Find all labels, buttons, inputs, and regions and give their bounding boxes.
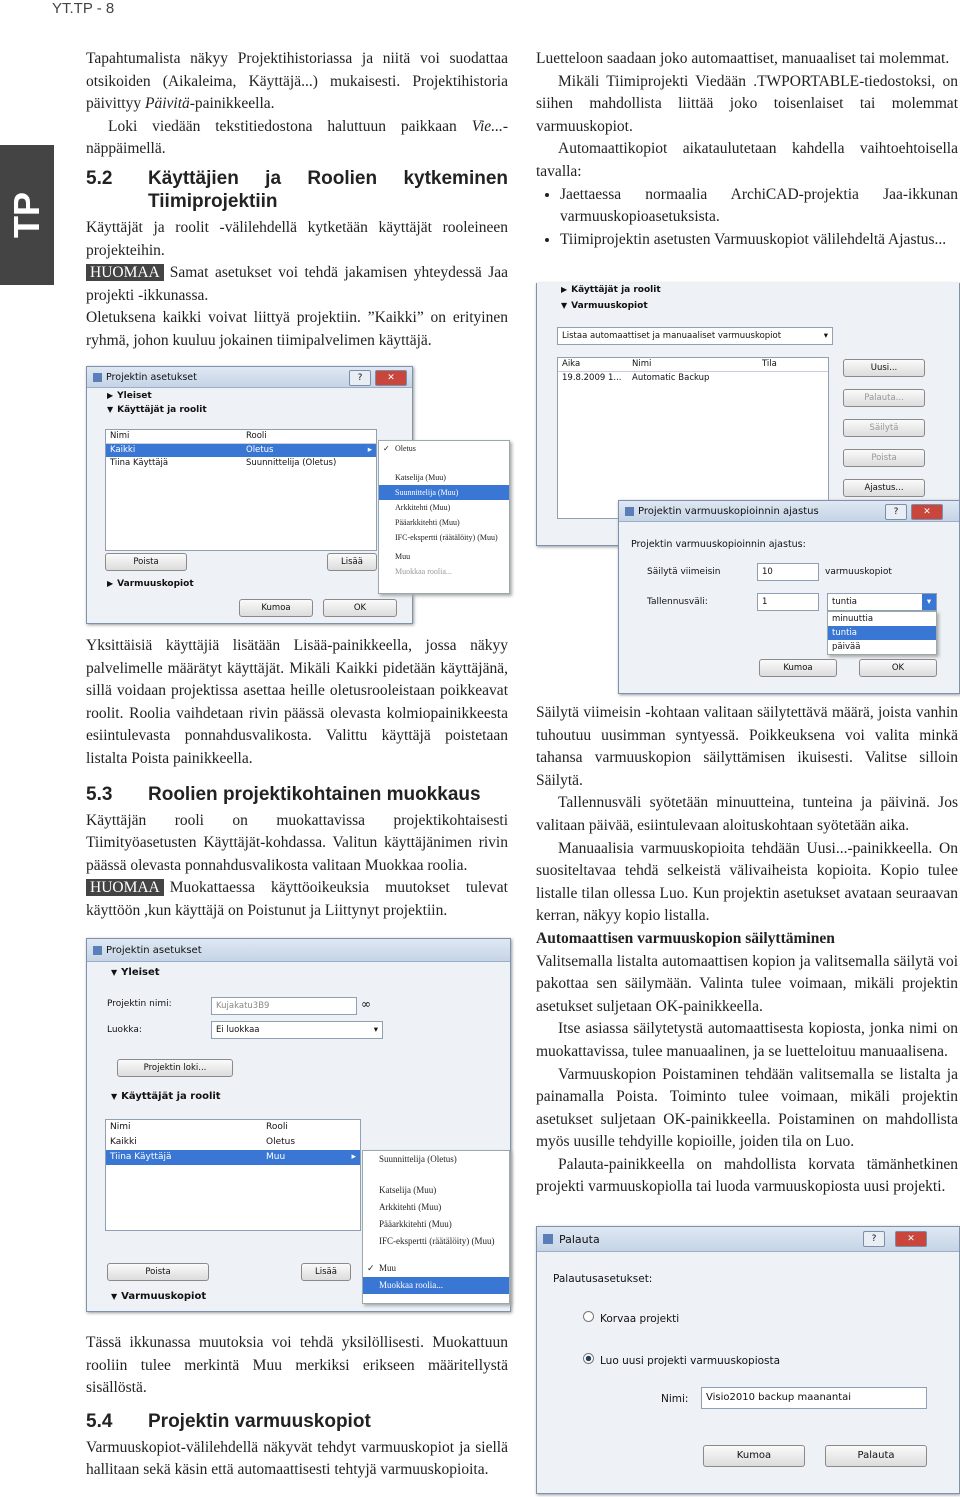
cancel-button[interactable]: Kumoa [759, 659, 837, 677]
help-icon[interactable]: ? [885, 504, 907, 520]
new-button[interactable]: Uusi... [843, 359, 925, 377]
paragraph: Käyttäjät ja roolit -välilehdellä kytketään käyttäjät rooleineen projekteihin. [86, 218, 508, 259]
keep-latest-unit: varmuuskopiot [825, 567, 892, 577]
paragraph: Säilytä viimeisin -kohtaan valitaan säilytettävä määrä, joista vanhin tuhoutuu uusimman syntyessä. Poikkeuksena voi valita minkä tahansa varmuuskopion säilyttämisen ikuisesti. Valitse silloin Säilytä. [536, 704, 958, 789]
app-icon [543, 1234, 553, 1244]
menu-item-other[interactable]: Muu [395, 552, 411, 561]
interval-unit-options [827, 611, 937, 655]
radio-selected-icon [583, 1353, 594, 1364]
screenshot-project-settings-users [86, 366, 413, 624]
side-tab-label: TP [6, 192, 47, 239]
right-column-top [536, 48, 958, 251]
link-icon[interactable]: ∞ [361, 997, 371, 1011]
restore-heading: Palautusasetukset: [553, 1273, 653, 1285]
app-icon [93, 373, 102, 382]
ok-button[interactable]: OK [859, 659, 937, 677]
paragraph: Oletuksena kaikki voivat liittyä projektiin. ”Kaikki” on erityinen ryhmä, johon kuuluu jokainen tiimipalvelimen käyttäjä. [86, 309, 508, 349]
title-bar: Projektin asetukset [87, 939, 510, 962]
checkmark-icon: ✓ [367, 1263, 375, 1273]
menu-item-other[interactable]: ✓ Muu [363, 1260, 509, 1277]
menu-item-edit-role[interactable]: Muokkaa roolia... [395, 567, 452, 576]
menu-item-edit-role[interactable]: Muokkaa roolia... [363, 1277, 509, 1294]
paragraph: Valitsemalla listalta automaattisen kopion ja valitsemalla säilytä voi pakottaa sen säilymään. Valinta tulee voimaan, mikäli projektin asetukset suljetaan OK-painikkeella. [536, 952, 958, 1015]
chevron-down-icon: ▾ [922, 594, 936, 610]
interval-input[interactable]: 1 [757, 593, 819, 611]
class-select[interactable]: Ei luokkaa ▾ [211, 1021, 383, 1039]
paragraph: Manuaalisia varmuuskopioita tehdään Uusi...-painikkeella. On suositeltavaa tehdä selkeistä välivaiheista kopioita. Kopio tulee listalle tilan ollessa Luo. Kun projektin asetukset avataan seuraavan kerran, näkyy kopio listalla. [536, 839, 958, 925]
remove-button[interactable]: Poista [107, 1263, 209, 1281]
checkmark-icon: ✓ [383, 444, 390, 453]
paragraph: HUOMAA Samat asetukset voi tehdä jakamisen yhteydessä Jaa projekti -ikkunassa. [86, 264, 508, 304]
paragraph: Itse asiassa säilytetystä automaattisesta kopiosta, jonka nimi on muokattavissa, tulee manuaalinen, ja se luetteloituu manuaalisena. [536, 1020, 958, 1060]
menu-item[interactable]: Suunnittelija (Muu) [379, 485, 509, 500]
section-users[interactable]: ▶ Käyttäjät ja roolit [561, 285, 661, 295]
chevron-down-icon: ▾ [373, 1025, 378, 1035]
users-table [105, 429, 377, 551]
remove-button[interactable]: Poista [105, 553, 187, 571]
paragraph: Yksittäisiä käyttäjiä lisätään Lisää-painikkeella, jossa näkyy palvelimelle määrätyt käyttäjät. Mikäli Kaikki pidetään käyttäjänä, sillä voidaan projektissa asettaa heille oletusrooleistaan poikkeavat roolit. Roolia vaihdetaan rivin päässä olevasta kolmiopainikkeesta esiintulevasta ponnahdusvalikosta. Valittu käyttäjä poistetaan listalta Poista painikkeella. [86, 637, 508, 767]
project-name-label: Projektin nimi: [107, 999, 172, 1009]
restore-button[interactable]: Palauta... [843, 389, 925, 407]
section-general[interactable]: ▶ Yleiset [107, 391, 152, 401]
list-item: • Jaettaessa normaalia ArchiCAD-projektia Jaa-ikkunan varmuuskopioasetuksista. [560, 184, 958, 229]
paragraph: Palauta-painikkeella on mahdollista korvata tämänhetkinen projekti varmuuskopiolla tai luoda varmuuskopiosta uusi projekti. [536, 1155, 958, 1196]
project-name-field[interactable]: Kujakatu3B9 [211, 997, 357, 1015]
paragraph: Tapahtumalista näkyy Projektihistoriassa ja niitä voi suodattaa otsikoiden (Aikaleima, Käyttäjä...) mukaisesti. Projektihistoria päivittyy Päivitä-painikkeella. [86, 50, 508, 113]
keep-button[interactable]: Säilytä [843, 419, 925, 437]
paragraph: HUOMAA Muokattaessa käyttöoikeuksia muutokset tulevat käyttöön ,kun käyttäjä on Poistunut ja Liittynyt projektiin. [86, 879, 508, 919]
side-tab [0, 145, 54, 285]
paragraph: Automaattikopiot aikataulutetaan kahdella vaihtoehtoisella tavalla: [536, 140, 958, 180]
delete-button[interactable]: Poista [843, 449, 925, 467]
radio-replace[interactable]: Korvaa projekti [583, 1311, 679, 1325]
class-label: Luokka: [107, 1025, 142, 1035]
menu-item-default[interactable]: ✓ Oletus [379, 441, 509, 456]
paragraph: Luetteloon saadaan joko automaattiset, manuaaliset tai molemmat. [536, 50, 950, 67]
menu-item[interactable]: Pääarkkitehti (Muu) [379, 1219, 452, 1229]
note-label: HUOMAA [86, 264, 164, 281]
left-column-bottom [86, 1332, 508, 1482]
paragraph: Mikäli Tiimiprojekti Viedään .TWPORTABLE-tiedostoksi, on siihen mahdollista liittää joko toisenlaiset tai molemmat varmuuskopiot. [536, 72, 958, 135]
section-heading-5-3: 5.3 Roolien projektikohtainen muokkaus [86, 783, 481, 805]
menu-item[interactable]: päivää [832, 642, 861, 652]
table-row[interactable]: Tiina Käyttäjä Suunnittelija (Oletus) [110, 458, 337, 468]
role-popup-menu [378, 440, 510, 594]
menu-item[interactable]: Katselija (Muu) [379, 1185, 437, 1195]
bullet-list [536, 184, 958, 252]
section-heading-5-2: 5.2 Käyttäjien ja Roolien kytkeminen Tiimiprojektiin [86, 167, 508, 212]
table-row[interactable]: 19.8.2009 1... Automatic Backup [562, 373, 710, 383]
restore-button[interactable]: Palauta [825, 1445, 927, 1467]
left-column-middle [86, 635, 508, 923]
table-row[interactable]: Kaikki Oletus ▸ [106, 444, 376, 457]
subheading: Automaattisen varmuuskopion säilyttäminen [536, 929, 835, 947]
cancel-button[interactable]: Kumoa [703, 1445, 805, 1467]
title-bar: Palauta [537, 1227, 959, 1252]
paragraph: Varmuuskopion Poistaminen tehdään valitsemalla se listalta ja painamalla Poista. Toiminto tulee voimaan, mikäli projektin asetukset suljetaan OK-painikkeella. Poistaminen on mahdollista myös uusille tehdyille kopioille, joiden tila on Luo. [536, 1065, 958, 1151]
interval-unit-select[interactable]: tuntia ▾ [827, 593, 937, 611]
paragraph: Käyttäjän rooli on muokattavissa projektikohtaisesti Tiimityöasetusten Käyttäjät-kohdassa. Valitun käyttäjänimen rivin päässä olevasta ponnahdusvalikosta valitaan Muokkaa roolia. [86, 811, 508, 874]
name-input[interactable]: Visio2010 backup maanantai [701, 1387, 927, 1409]
paragraph: Varmuuskopiot-välilehdellä näkyvät tehdyt varmuuskopiot ja siellä hallitaan sekä käsin että automaattisesti tehtyjä varmuuskopioita. [86, 1438, 508, 1479]
popup-arrow-icon[interactable]: ▸ [367, 445, 372, 455]
screenshot-restore-dialog [536, 1226, 960, 1494]
cancel-button[interactable]: Kumoa [239, 599, 313, 617]
keep-latest-label: Säilytä viimeisin [647, 567, 721, 577]
role-popup-menu [362, 1150, 510, 1304]
close-icon[interactable]: ✕ [375, 370, 407, 386]
backup-filter-select[interactable]: Listaa automaattiset ja manuaaliset varmuuskopiot ▾ [557, 327, 833, 345]
section-general[interactable]: ▼ Yleiset [111, 967, 160, 978]
help-icon[interactable]: ? [349, 370, 371, 386]
left-column-top [86, 48, 508, 353]
chevron-down-icon: ▾ [823, 331, 828, 341]
section-backups[interactable]: ▼ Varmuuskopiot [561, 301, 648, 311]
section-users[interactable]: ▼ Käyttäjät ja roolit [111, 1091, 221, 1102]
app-icon [625, 507, 634, 516]
section-backups[interactable]: ▼ Varmuuskopiot [111, 1291, 207, 1302]
schedule-heading: Projektin varmuuskopioinnin ajastus: [631, 539, 806, 550]
popup-arrow-icon[interactable]: ▸ [351, 1152, 356, 1162]
keep-latest-input[interactable]: 10 [757, 563, 819, 581]
menu-item[interactable]: Katselija (Muu) [395, 473, 446, 482]
title-bar: Projektin varmuuskopioinnin ajastus [619, 501, 959, 522]
help-icon[interactable]: ? [863, 1231, 885, 1247]
add-button[interactable]: Lisää [327, 553, 377, 571]
radio-icon [583, 1311, 594, 1322]
paragraph: Tallennusväli syötetään minuutteina, tunteina ja päivinä. Jos valitaan päivää, esiintulevaan aloituskohtaan syötetään aika. [536, 794, 958, 834]
table-header: Nimi Rooli [110, 1122, 288, 1132]
paragraph: Loki viedään tekstitiedostona haluttuun paikkaan Vie...-näppäimellä. [86, 117, 508, 158]
section-backups[interactable]: ▶ Varmuuskopiot [107, 579, 194, 589]
menu-item[interactable]: Pääarkkitehti (Muu) [395, 518, 460, 527]
section-users[interactable]: ▼ Käyttäjät ja roolit [107, 405, 207, 415]
menu-item-default[interactable]: Suunnittelija (Oletus) [379, 1154, 457, 1164]
menu-item[interactable]: tuntia [828, 626, 936, 640]
paragraph: Tässä ikkunassa muutoksia voi tehdä yksilöllisesti. Muokattuun rooliin tulee merkintä Muu merkiksi erikseen määritellystä sisällöstä. [86, 1334, 508, 1397]
backups-table [557, 357, 829, 519]
ok-button[interactable]: OK [323, 599, 397, 617]
table-header: Aika Nimi Tila [558, 358, 828, 372]
schedule-button[interactable]: Ajastus... [843, 479, 925, 497]
section-heading-5-4: 5.4 Projektin varmuuskopiot [86, 1410, 371, 1432]
table-header: Nimi Rooli [106, 430, 376, 444]
project-log-button[interactable]: Projektin loki... [117, 1059, 233, 1077]
interval-label: Tallennusväli: [647, 597, 708, 607]
page-label: YT.TP - 8 [52, 0, 115, 17]
title-bar: Projektin asetukset [87, 367, 412, 388]
note-label: HUOMAA [86, 879, 164, 896]
radio-new-project[interactable]: Luo uusi projekti varmuuskopiosta [583, 1353, 780, 1367]
name-label: Nimi: [661, 1393, 689, 1405]
table-row[interactable]: Kaikki Oletus [110, 1137, 296, 1147]
table-row[interactable]: Tiina Käyttäjä Muu ▸ [106, 1150, 360, 1165]
close-icon[interactable]: ✕ [911, 504, 943, 520]
app-icon [93, 946, 102, 955]
menu-item[interactable]: IFC-ekspertti (räätälöity) (Muu) [395, 533, 498, 542]
users-table [105, 1119, 361, 1231]
menu-item[interactable]: IFC-ekspertti (räätälöity) (Muu) [379, 1236, 495, 1246]
right-column-middle [536, 702, 958, 1199]
menu-item[interactable]: Arkkitehti (Muu) [395, 503, 451, 512]
add-button[interactable]: Lisää [301, 1263, 351, 1281]
menu-item[interactable]: minuuttia [832, 614, 874, 624]
screenshot-backup-schedule [618, 500, 960, 694]
menu-item[interactable]: Arkkitehti (Muu) [379, 1202, 442, 1212]
close-icon[interactable]: ✕ [895, 1231, 927, 1247]
list-item: • Tiimiprojektin asetusten Varmuuskopiot välilehdeltä Ajastus... [560, 229, 958, 252]
